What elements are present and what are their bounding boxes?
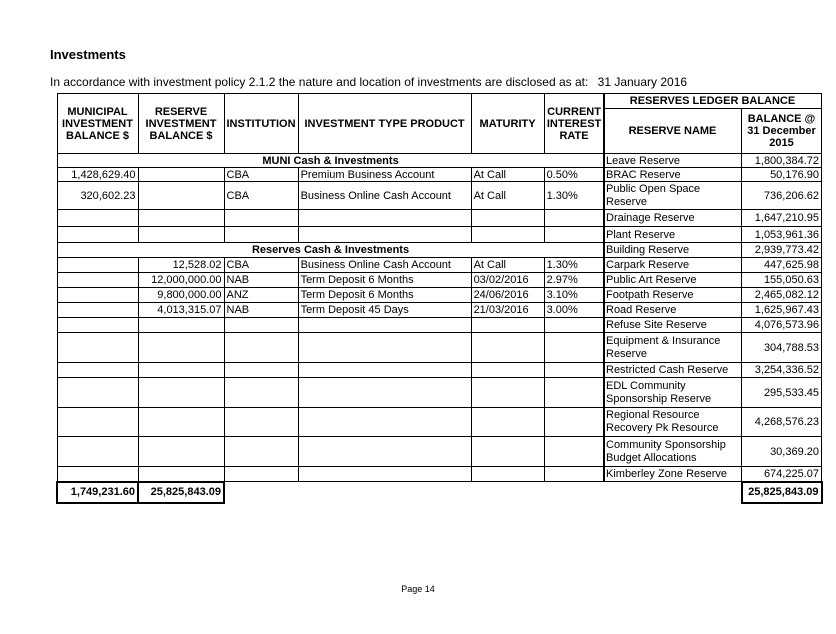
cell-municipal xyxy=(57,273,138,288)
table-row xyxy=(57,258,604,273)
ledger-row xyxy=(604,258,822,273)
reserve-name: EDL Community Sponsorship Reserve xyxy=(604,378,742,408)
cell-reserve: 9,800,000.00 xyxy=(138,288,224,303)
reserve-balance: 2,939,773.42 xyxy=(742,243,822,258)
reserve-balance: 30,369.20 xyxy=(742,437,822,467)
reserve-balance: 1,647,210.95 xyxy=(742,210,822,227)
cell-institution: ANZ xyxy=(224,288,298,303)
reserve-balance: 50,176.90 xyxy=(742,168,822,182)
table-row xyxy=(57,303,604,318)
cell-maturity: 03/02/2016 xyxy=(471,273,544,288)
table-row-empty xyxy=(57,318,604,333)
ledger-row xyxy=(604,378,822,408)
reserve-balance: 295,533.45 xyxy=(742,378,822,408)
header-reserve: RESERVE INVESTMENT BALANCE $ xyxy=(138,94,224,154)
reserve-balance: 736,206.62 xyxy=(742,182,822,210)
reserve-name: Community Sponsorship Budget Allocations xyxy=(604,437,742,467)
reserve-balance: 1,053,961.36 xyxy=(742,227,822,243)
reserve-name: Regional Resource Recovery Pk Resource xyxy=(604,408,742,437)
table-row-empty xyxy=(57,363,604,378)
table-row-empty xyxy=(57,408,604,437)
reserve-name: Restricted Cash Reserve xyxy=(604,363,742,378)
reserve-name: BRAC Reserve xyxy=(604,168,742,182)
table-row-empty xyxy=(57,378,604,408)
intro-sentence: In accordance with investment policy 2.1.2 the nature and location of investments are disclosed as at: xyxy=(50,75,589,89)
ledger-row xyxy=(604,154,822,168)
cell-municipal: 1,428,629.40 xyxy=(57,168,138,182)
reserve-balance: 304,788.53 xyxy=(742,333,822,363)
reserve-balance: 674,225.07 xyxy=(742,467,822,482)
cell-municipal xyxy=(57,288,138,303)
ledger-row xyxy=(604,273,822,288)
table-row-empty xyxy=(57,437,604,467)
reserve-name: Plant Reserve xyxy=(604,227,742,243)
cell-municipal: 320,602.23 xyxy=(57,182,138,210)
ledger-row xyxy=(604,408,822,437)
reserve-name: Drainage Reserve xyxy=(604,210,742,227)
reserve-balance: 1,800,384.72 xyxy=(742,154,822,168)
header-institution: INSTITUTION xyxy=(224,94,298,154)
cell-maturity: At Call xyxy=(471,258,544,273)
page-title: Investments xyxy=(50,47,126,62)
cell-maturity: 24/06/2016 xyxy=(471,288,544,303)
reserve-name: Building Reserve xyxy=(604,243,742,258)
reserve-name: Refuse Site Reserve xyxy=(604,318,742,333)
cell-reserve xyxy=(138,168,224,182)
cell-reserve: 12,528.02 xyxy=(138,258,224,273)
reserve-name: Public Art Reserve xyxy=(604,273,742,288)
total-municipal: 1,749,231.60 xyxy=(57,482,138,503)
cell-product: Business Online Cash Account xyxy=(298,258,471,273)
intro-date: 31 January 2016 xyxy=(597,75,688,89)
ledger-row xyxy=(604,318,822,333)
ledger-heading: RESERVES LEDGER BALANCE xyxy=(604,94,822,109)
cell-institution: CBA xyxy=(224,258,298,273)
totals-row xyxy=(57,482,604,503)
table-row-empty xyxy=(57,333,604,363)
cell-institution: CBA xyxy=(224,168,298,182)
ledger-row xyxy=(604,182,822,210)
page-number: Page 14 xyxy=(401,584,435,594)
header-balance: BALANCE @ 31 December 2015 xyxy=(742,109,822,154)
reserve-name: Public Open Space Reserve xyxy=(604,182,742,210)
table-row xyxy=(57,273,604,288)
ledger-row xyxy=(604,288,822,303)
reserve-name: Leave Reserve xyxy=(604,154,742,168)
table-row xyxy=(57,168,604,182)
reserve-balance: 3,254,336.52 xyxy=(742,363,822,378)
reserves-ledger-table xyxy=(603,93,823,504)
cell-maturity: 21/03/2016 xyxy=(471,303,544,318)
reserve-balance: 447,625.98 xyxy=(742,258,822,273)
cell-rate: 3.00% xyxy=(544,303,604,318)
section-muni: MUNI Cash & Investments xyxy=(57,154,604,168)
cell-maturity: At Call xyxy=(471,168,544,182)
cell-rate: 2.97% xyxy=(544,273,604,288)
section-reserves: Reserves Cash & Investments xyxy=(57,243,604,258)
ledger-row xyxy=(604,168,822,182)
table-row xyxy=(57,182,604,210)
reserve-name: Equipment & Insurance Reserve xyxy=(604,333,742,363)
header-product: INVESTMENT TYPE PRODUCT xyxy=(298,94,471,154)
cell-institution: NAB xyxy=(224,303,298,318)
cell-institution: NAB xyxy=(224,273,298,288)
cell-maturity: At Call xyxy=(471,182,544,210)
cell-reserve: 4,013,315.07 xyxy=(138,303,224,318)
cell-product: Premium Business Account xyxy=(298,168,471,182)
cell-institution: CBA xyxy=(224,182,298,210)
intro-text xyxy=(50,75,687,89)
cell-rate: 1.30% xyxy=(544,258,604,273)
ledger-total: 25,825,843.09 xyxy=(742,482,822,503)
ledger-row xyxy=(604,363,822,378)
ledger-row xyxy=(604,243,822,258)
cell-reserve xyxy=(138,182,224,210)
total-reserve: 25,825,843.09 xyxy=(138,482,224,503)
ledger-row xyxy=(604,210,822,227)
reserve-balance: 2,465,082.12 xyxy=(742,288,822,303)
reserve-balance: 155,050.63 xyxy=(742,273,822,288)
header-rate: CURRENT INTEREST RATE xyxy=(544,94,604,154)
header-reserve-name: RESERVE NAME xyxy=(604,109,742,154)
ledger-row xyxy=(604,437,822,467)
cell-product: Term Deposit 45 Days xyxy=(298,303,471,318)
reserve-balance: 4,076,573.96 xyxy=(742,318,822,333)
table-row-empty xyxy=(57,467,604,482)
reserve-name: Carpark Reserve xyxy=(604,258,742,273)
cell-rate: 3.10% xyxy=(544,288,604,303)
reserve-name: Footpath Reserve xyxy=(604,288,742,303)
cell-rate: 1.30% xyxy=(544,182,604,210)
table-row-empty xyxy=(57,227,604,243)
cell-municipal xyxy=(57,303,138,318)
ledger-row xyxy=(604,227,822,243)
cell-rate: 0.50% xyxy=(544,168,604,182)
cell-product: Business Online Cash Account xyxy=(298,182,471,210)
cell-product: Term Deposit 6 Months xyxy=(298,288,471,303)
ledger-total-row xyxy=(604,482,822,503)
table-row-empty xyxy=(57,210,604,227)
ledger-row xyxy=(604,467,822,482)
cell-reserve: 12,000,000.00 xyxy=(138,273,224,288)
reserve-name: Kimberley Zone Reserve xyxy=(604,467,742,482)
cell-product: Term Deposit 6 Months xyxy=(298,273,471,288)
reserve-balance: 1,625,967.43 xyxy=(742,303,822,318)
cell-municipal xyxy=(57,258,138,273)
table-row xyxy=(57,288,604,303)
reserve-balance: 4,268,576.23 xyxy=(742,408,822,437)
ledger-row xyxy=(604,333,822,363)
header-municipal: MUNICIPAL INVESTMENT BALANCE $ xyxy=(57,94,138,154)
investments-table xyxy=(56,93,605,504)
header-maturity: MATURITY xyxy=(471,94,544,154)
ledger-row xyxy=(604,303,822,318)
reserve-name: Road Reserve xyxy=(604,303,742,318)
